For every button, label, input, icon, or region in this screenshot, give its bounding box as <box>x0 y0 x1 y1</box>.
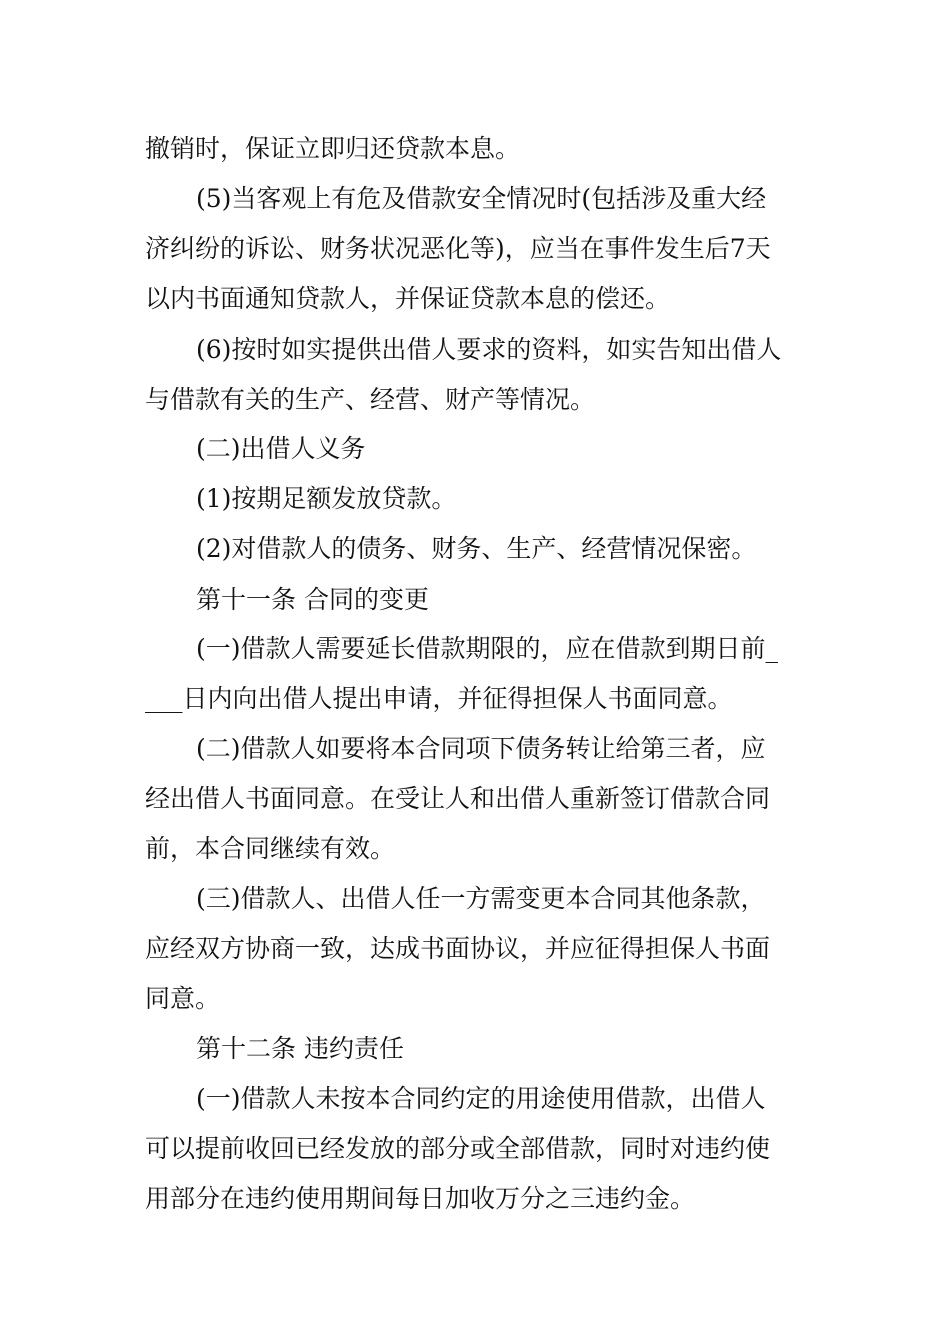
text-line: (一)借款人需要延长借款期限的，应在借款到期日前_ <box>196 634 779 663</box>
text-line: 可以提前收回已经发放的部分或全部借款，同时对违约使 <box>145 1134 771 1163</box>
text-line: (1)按期足额发放贷款。 <box>196 484 457 513</box>
text-line: (5)当客观上有危及借款安全情况时(包括涉及重大经 <box>196 184 767 213</box>
text-line: (2)对借款人的债务、财务、生产、经营情况保密。 <box>196 534 757 563</box>
article-heading: 第十一条 合同的变更 <box>196 585 429 614</box>
text-line: 经出借人书面同意。在受让人和出借人重新签订借款合同 <box>145 784 771 813</box>
text-line: 济纠纷的诉讼、财务状况恶化等)，应当在事件发生后7天 <box>145 234 771 263</box>
text-line: 撤销时，保证立即归还贷款本息。 <box>145 134 521 163</box>
text-line: 用部分在违约使用期间每日加收万分之三违约金。 <box>145 1184 696 1213</box>
text-line: (二)借款人如要将本合同项下债务转让给第三者，应 <box>196 734 766 763</box>
text-line: ___日内向出借人提出申请，并征得担保人书面同意。 <box>145 684 733 713</box>
text-line: 应经双方协商一致，达成书面协议，并应征得担保人书面 <box>145 934 771 963</box>
text-line: 同意。 <box>145 984 221 1013</box>
text-line: (三)借款人、出借人任一方需变更本合同其他条款， <box>196 884 766 913</box>
section-heading: (二)出借人义务 <box>196 434 366 463</box>
text-line: (一)借款人未按本合同约定的用途使用借款，出借人 <box>196 1084 766 1113</box>
article-heading: 第十二条 违约责任 <box>196 1034 404 1063</box>
text-line: 以内书面通知贷款人，并保证贷款本息的偿还。 <box>145 284 671 313</box>
text-line: (6)按时如实提供出借人要求的资料，如实告知出借人 <box>196 335 782 364</box>
text-line: 与借款有关的生产、经营、财产等情况。 <box>145 385 596 414</box>
text-line: 前，本合同继续有效。 <box>145 834 396 863</box>
